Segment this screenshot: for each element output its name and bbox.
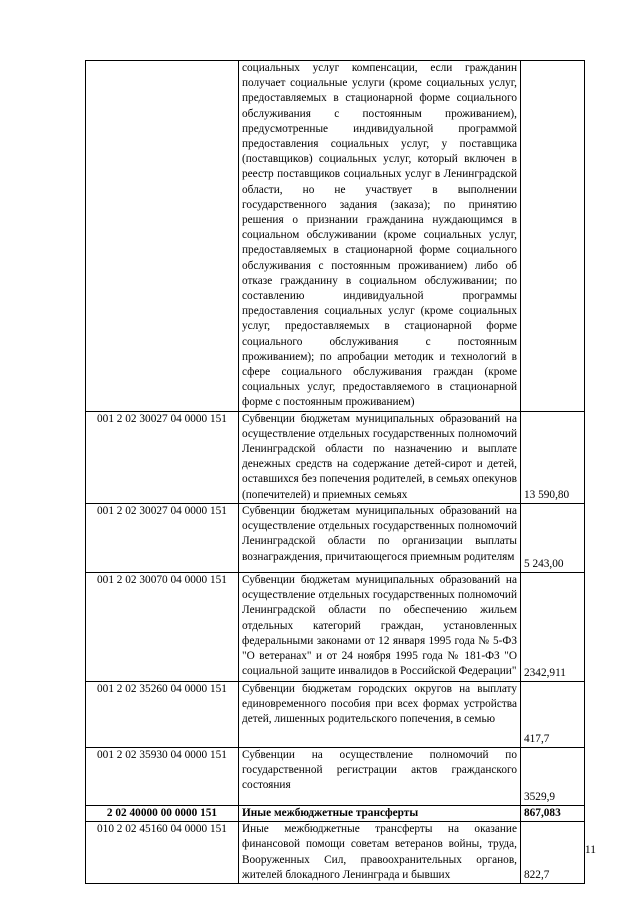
table-row (86, 681, 585, 747)
description-cell: Субвенции бюджетам муниципальных образований на осуществление отдельных государственных полномочий Ленинградской области по организации выплаты вознаграждения, причитающегося приемным родителям (239, 503, 521, 572)
table-row (86, 503, 585, 572)
description-cell: Субвенции бюджетам муниципальных образований на осуществление отдельных государственных полномочий Ленинградской области по обеспечению жильем отдельных категорий граждан, установленных федеральными законами от 12 января 1995 года № 5-ФЗ "О ветеранах" и от 24 ноября 1995 года № 181-ФЗ "О социальной защите инвалидов в Российской Федерации" (239, 572, 521, 681)
amount-cell: 2342,911 (521, 572, 585, 681)
amount-cell: 417,7 (521, 681, 585, 747)
description-cell: Иные межбюджетные трансферты на оказание финансовой помощи советам ветеранов войны, труда, Вооруженных Сил, правоохранительных органов, жителей блокадного Ленинграда и бывших (239, 822, 521, 884)
description-cell: Иные межбюджетные трансферты (239, 805, 521, 821)
budget-table (85, 60, 585, 884)
budget-code-cell: 001 2 02 30070 04 0000 151 (86, 572, 239, 681)
table-row (86, 411, 585, 503)
budget-code-cell: 010 2 02 45160 04 0000 151 (86, 822, 239, 884)
description-cell: Субвенции бюджетам муниципальных образований на осуществление отдельных государственных полномочий Ленинградской области по назначению и выплате денежных средств на содержание детей-сирот и детей, оставшихся без попечения родителей, в семьях опекунов (попечителей) и приемных семьях (239, 411, 521, 503)
page-number: 11 (584, 844, 596, 856)
amount-cell: 13 590,80 (521, 411, 585, 503)
amount-cell (521, 61, 585, 412)
table-row-total (86, 805, 585, 821)
description-cell: социальных услуг компенсации, если гражданин получает социальные услуги (кроме социальных услуг, предоставляемых в стационарной форме социального обслуживания с постоянным проживанием), предусмотренные индивидуальной программой предоставления социальных услуг, у поставщика (поставщиков) социальных услуг, который включен в реестр поставщиков социальных услуг в Ленинградской области, но не участвует в выполнении государственного задания (заказа); по принятию решения о признании гражданина нуждающимся в социальном обслуживании (кроме социальных услуг, предоставляемых в стационарной форме социального обслуживания с постоянным проживанием) либо об отказе гражданину в социальном обслуживании; по составлению индивидуальной программы предоставления социальных услуг (кроме социальных услуг, предоставляемых в стационарной форме социального обслуживания с постоянным проживанием); по апробации методик и технологий в сфере социального обслуживания граждан (кроме социальных услуг, предоставляемого в стационарной форме с постоянным проживанием) (239, 61, 521, 412)
amount-cell: 867,083 (521, 805, 585, 821)
budget-code-cell: 001 2 02 35260 04 0000 151 (86, 681, 239, 747)
amount-cell: 3529,9 (521, 747, 585, 805)
table-row (86, 572, 585, 681)
description-cell: Субвенции на осуществление полномочий по государственной регистрации актов гражданского состояния (239, 747, 521, 805)
table-row (86, 61, 585, 412)
table-row (86, 822, 585, 884)
description-cell: Субвенции бюджетам городских округов на выплату единовременного пособия при всех формах устройства детей, лишенных родительского попечения, в семью (239, 681, 521, 747)
amount-cell: 822,7 (521, 822, 585, 884)
budget-code-cell: 2 02 40000 00 0000 151 (86, 805, 239, 821)
table-row (86, 747, 585, 805)
budget-code-cell: 001 2 02 35930 04 0000 151 (86, 747, 239, 805)
budget-code-cell: 001 2 02 30027 04 0000 151 (86, 411, 239, 503)
budget-code-cell (86, 61, 239, 412)
amount-cell: 5 243,00 (521, 503, 585, 572)
budget-code-cell: 001 2 02 30027 04 0000 151 (86, 503, 239, 572)
